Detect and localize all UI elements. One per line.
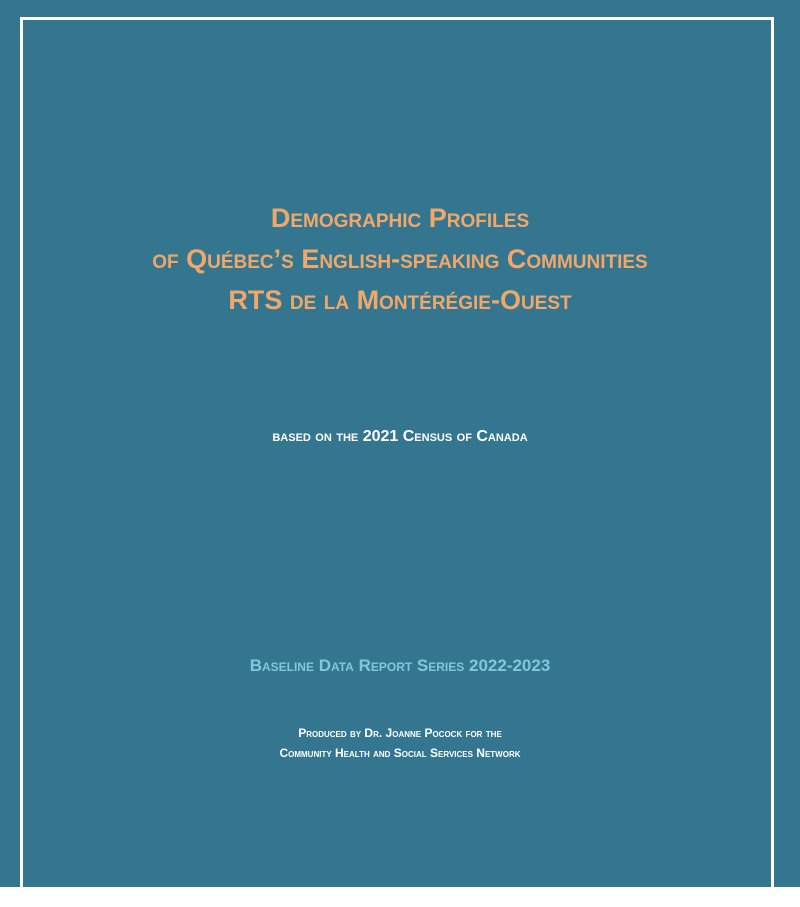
cover-border-frame — [20, 17, 774, 907]
credit-line-organization: Community Health and Social Services Network — [279, 746, 521, 760]
credit-line-author: Produced by Dr. Joanne Pocock for the — [298, 726, 502, 740]
report-series: Baseline Data Report Series 2022-2023 — [249, 656, 551, 675]
title-line-3: RTS de la Montérégie-Ouest — [228, 285, 572, 315]
report-credits — [0, 723, 800, 763]
title-line-1: Demographic Profiles — [270, 203, 530, 233]
report-title — [0, 198, 800, 321]
report-subtitle: based on the 2021 Census of Canada — [272, 428, 528, 445]
title-line-2: of Québec’s English-speaking Communities — [152, 244, 648, 274]
